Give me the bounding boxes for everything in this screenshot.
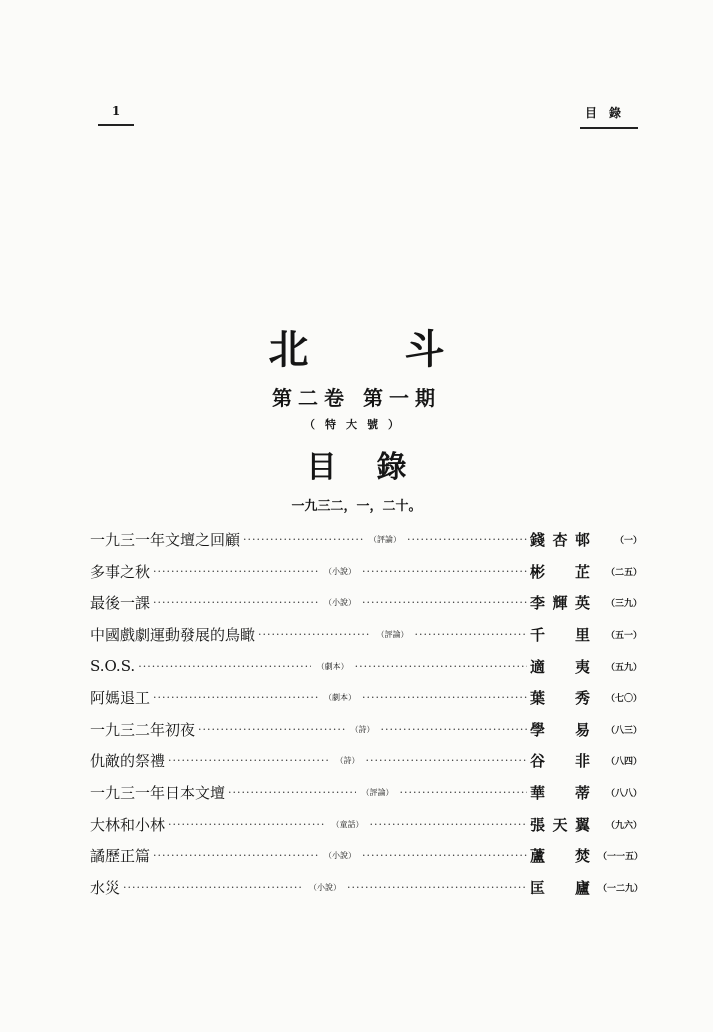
toc-entry-page: （一二九） [597, 883, 643, 894]
toc-entry-page: （五一） [605, 631, 642, 642]
toc-entry-title: 一九三二年初夜 [90, 720, 196, 739]
toc-entry-genre: （小說） [309, 882, 341, 892]
dot-leader [415, 628, 527, 641]
dot-leader [407, 533, 527, 546]
dot-leader [153, 565, 318, 578]
dot-leader [243, 533, 363, 546]
toc-entry-genre: （評論） [361, 788, 394, 798]
toc-entry-page: （八三） [605, 725, 642, 736]
toc-entry-genre: （詩） [335, 756, 360, 766]
toc-entry-author: 李輝英 [529, 594, 590, 613]
dot-leader [138, 660, 310, 673]
toc-entry[interactable] [90, 524, 642, 556]
toc-entry-genre: （劇本） [316, 661, 349, 671]
toc-entry-title: 一九三一年日本文壇 [90, 784, 226, 803]
toc-entry-title: S.O.S. [90, 657, 136, 676]
toc-entry-author: 錢杏邨 [529, 531, 590, 550]
toc-entry-page: （三九） [605, 599, 642, 610]
toc-entry-author: 適夷 [530, 657, 590, 676]
dot-leader [153, 596, 318, 609]
header-rule-right [580, 127, 638, 129]
toc-entry-genre: （評論） [376, 630, 409, 640]
dot-leader [366, 754, 527, 767]
toc-entry-genre: （童話） [331, 819, 364, 829]
toc-entry-author: 葉秀 [529, 689, 590, 708]
dot-leader [347, 881, 527, 894]
toc-entry-author: 張天翼 [529, 815, 590, 834]
dot-leader [153, 691, 318, 704]
dot-leader [198, 723, 344, 736]
toc-entry-page: （八四） [605, 757, 642, 768]
dot-leader [258, 628, 370, 641]
issue-date: 一九三二，一，二十。 [291, 499, 422, 514]
dot-leader [362, 691, 527, 704]
toc-entry[interactable] [90, 556, 642, 588]
toc-entry[interactable] [90, 777, 642, 809]
page-number: 1 [111, 104, 121, 118]
dot-leader [123, 881, 303, 894]
toc-entry-title: 水災 [90, 878, 121, 897]
toc-entry[interactable] [90, 872, 642, 904]
toc-entry-title: 中國戲劇運動發展的鳥瞰 [90, 626, 256, 645]
toc-heading: 目錄 [306, 450, 447, 485]
toc-entry-page: （一） [614, 536, 642, 547]
dot-leader [370, 818, 527, 831]
toc-entry-author: 千里 [529, 626, 590, 645]
toc-entry-title: 多事之秋 [90, 562, 151, 581]
toc-entry[interactable] [90, 745, 642, 777]
toc-entry-genre: （劇本） [324, 693, 356, 703]
toc-entry[interactable] [90, 619, 642, 651]
toc-entry-author: 匡廬 [529, 878, 590, 897]
special-issue-label: （特大號） [304, 418, 409, 431]
toc-entry-author: 彬芷 [529, 562, 590, 581]
toc-entry-page: （八八） [605, 789, 642, 800]
dot-leader [168, 754, 329, 767]
page-number-header [98, 104, 134, 126]
toc-entry-genre: （小說） [324, 566, 356, 576]
toc-entry-title: 大林和小林 [90, 815, 166, 834]
dot-leader [168, 818, 325, 831]
toc-entry-genre: （評論） [369, 535, 401, 545]
toc-entry[interactable] [90, 808, 642, 840]
toc-entry[interactable] [90, 587, 642, 619]
dot-leader [362, 565, 527, 578]
toc-entry-title: 一九三一年文壇之回顧 [90, 531, 241, 550]
toc-entry-genre: （小說） [324, 598, 356, 608]
dot-leader [355, 660, 527, 673]
toc-entry[interactable] [90, 840, 642, 872]
toc-entry-page: （五九） [605, 662, 642, 673]
header-rule-left [98, 124, 134, 126]
toc-entry-genre: （詩） [350, 724, 375, 734]
toc-entry-author: 學易 [529, 720, 590, 739]
volume-issue: 第二卷 第一期 [272, 386, 441, 410]
dot-leader [228, 786, 355, 799]
toc-entry-author: 蘆焚 [529, 847, 590, 866]
table-of-contents [90, 524, 642, 903]
section-header [580, 104, 638, 129]
section-label: 目錄 [584, 106, 633, 120]
toc-entry[interactable] [90, 682, 642, 714]
dot-leader [381, 723, 527, 736]
dot-leader [153, 849, 318, 862]
toc-entry-title: 最後一課 [90, 594, 151, 613]
dot-leader [362, 596, 527, 609]
dot-leader [400, 786, 527, 799]
toc-entry[interactable] [90, 650, 642, 682]
toc-entry-genre: （小說） [324, 851, 356, 861]
toc-entry-title: 譎歷正篇 [90, 847, 151, 866]
toc-entry-page: （一一五） [597, 852, 643, 863]
toc-entry[interactable] [90, 714, 642, 746]
toc-entry-page: （二五） [605, 567, 642, 578]
toc-entry-page: （七〇） [605, 694, 642, 705]
toc-entry-author: 谷非 [529, 752, 590, 771]
publication-title: 北斗 [268, 326, 541, 373]
dot-leader [362, 849, 527, 862]
toc-entry-title: 阿媽退工 [90, 689, 151, 708]
toc-entry-title: 仇敵的祭禮 [90, 752, 166, 771]
toc-entry-page: （九六） [605, 820, 642, 831]
toc-entry-author: 華蒂 [529, 784, 590, 803]
